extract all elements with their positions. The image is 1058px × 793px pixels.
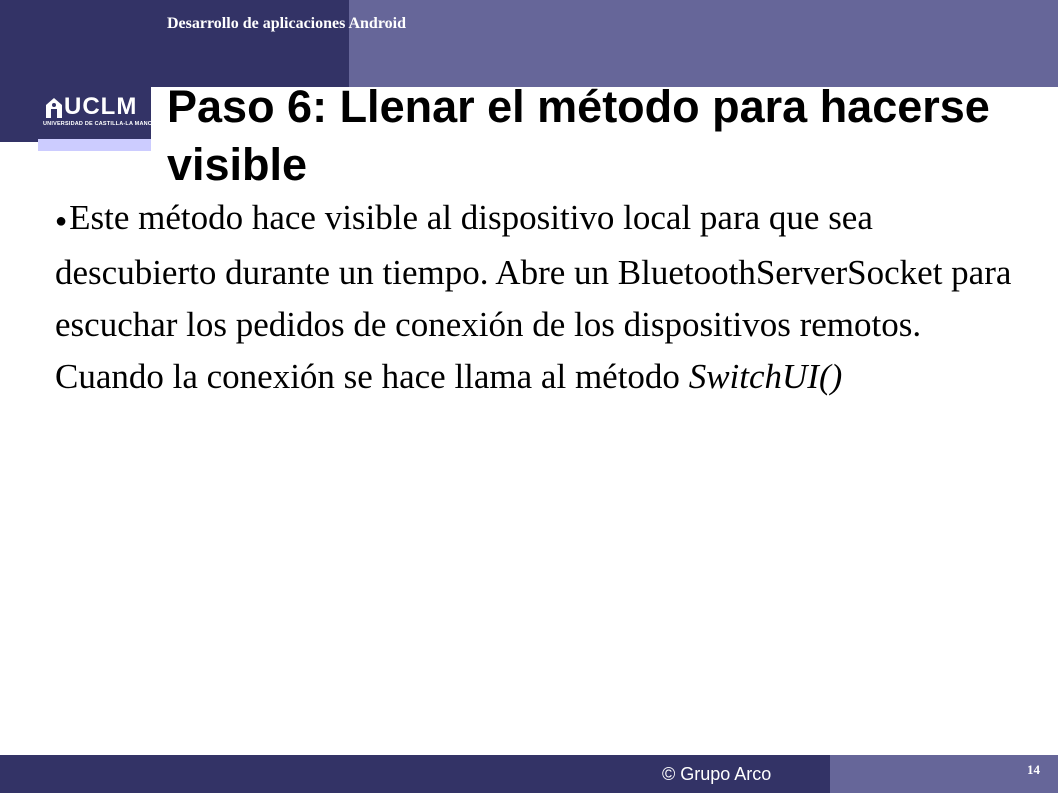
uclm-emblem-icon	[44, 97, 64, 119]
header-left-strip	[0, 87, 38, 142]
page-number: 14	[1027, 762, 1040, 777]
bullet-icon: ●	[55, 209, 68, 232]
footer-right-block	[830, 755, 1058, 793]
footer-copyright: © Grupo Arco	[662, 764, 772, 784]
slide-body-text: Este método hace visible al dispositivo local para que sea descubierto durante un tiempo. Abre un BluetoothServerSocket para escuchar los pedidos de conexión de los dispositivos remotos. Cuando la conexión se hace llama al método	[55, 198, 1012, 396]
course-title: Desarrollo de aplicaciones Android	[167, 15, 406, 32]
uclm-logo-subtitle: UNIVERSIDAD DE CASTILLA-LA MANCHA	[43, 121, 161, 127]
slide-body-code: SwitchUI()	[688, 356, 843, 396]
uclm-logo-background	[38, 87, 161, 139]
uclm-logo-text: UCLM	[64, 93, 138, 120]
slide-title: Paso 6: Llenar el método para hacerse visible	[167, 81, 990, 190]
uclm-logo	[38, 87, 161, 151]
slide-body	[55, 192, 1015, 403]
